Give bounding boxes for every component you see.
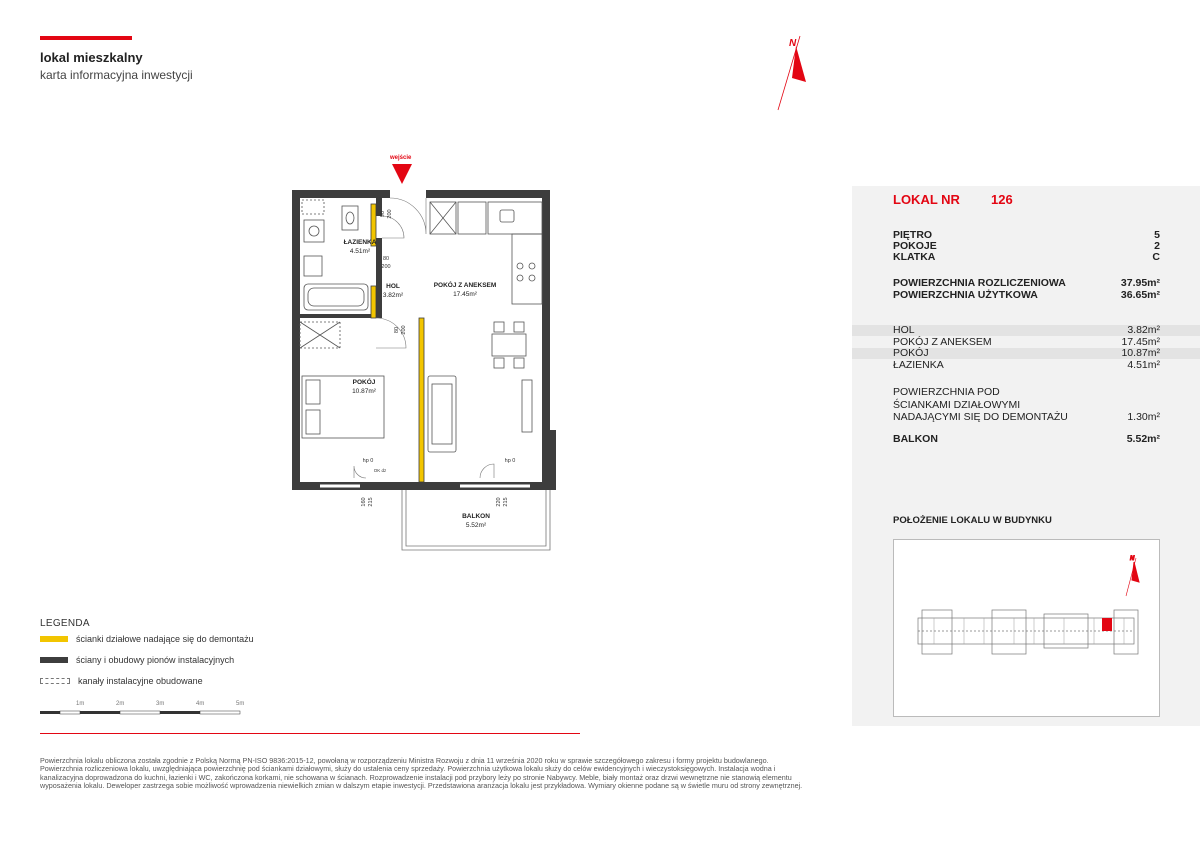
legend-item-walls: ściany i obudowy pionów instalacyjnych: [40, 655, 234, 665]
room-row-hol: HOL 3.82m²: [893, 324, 1160, 336]
unit-highlight: [1102, 618, 1112, 631]
dining-table: [492, 322, 526, 368]
room-row-aneks: POKÓJ Z ANEKSEM 17.45m²: [893, 336, 1160, 348]
room-area-hol: 3.82m²: [382, 292, 404, 299]
door-dim-1a: 90: [380, 210, 386, 218]
hp-label-1: hp 0: [362, 458, 374, 464]
room-name-pokoj: POKÓJ: [352, 379, 376, 386]
door-dim-4a: 160: [361, 497, 367, 507]
door-dim-3a: 80: [394, 326, 400, 334]
door-dim-5b: 215: [503, 497, 509, 507]
legend-item-partition: ścianki działowe nadające się do demontażu: [40, 634, 254, 644]
row-pietro: PIĘTRO 5: [893, 229, 1160, 241]
door-dim-4b: 215: [368, 497, 374, 507]
room-area-balkon: 5.52m²: [465, 522, 487, 529]
footer-divider: [40, 733, 580, 734]
balcony-outline: [402, 490, 550, 550]
compass-icon: [770, 28, 820, 114]
legend-title: LEGENDA: [40, 618, 90, 629]
location-compass-label: N: [1130, 556, 1135, 562]
room-row-lazienka: ŁAZIENKA 4.51m²: [893, 359, 1160, 371]
building-outline: [918, 610, 1138, 654]
location-title: POŁOŻENIE LOKALU W BUDYNKU: [893, 515, 1052, 526]
room-name-balkon: BALKON: [462, 513, 490, 520]
legend-swatch-yellow: [40, 636, 68, 642]
page-title: lokal mieszkalny: [40, 50, 143, 65]
legend-item-channels: kanały instalacyjne obudowane: [40, 676, 203, 686]
door-dim-2a: 80: [382, 256, 390, 262]
building-location-map: [893, 539, 1160, 717]
entrance-arrow-icon: [392, 164, 412, 184]
page-subtitle: karta informacyjna inwestycji: [40, 68, 193, 82]
wc-label: OK dz: [373, 468, 387, 473]
row-pow-uzytkowa: POWIERZCHNIA UŻYTKOWA 36.65m²: [893, 289, 1160, 301]
header-accent-bar: [40, 36, 132, 40]
lokal-label: LOKAL NR: [893, 192, 960, 207]
door-dim-2b: 200: [381, 264, 391, 270]
row-pokoje: POKOJE 2: [893, 240, 1160, 252]
room-area-lazienka: 4.51m²: [349, 248, 371, 255]
compass-label: N: [789, 38, 797, 49]
room-row-pokoj: POKÓJ 10.87m²: [893, 347, 1160, 359]
floor-plan: [280, 148, 580, 558]
footer-disclaimer: Powierzchnia lokalu obliczona została zgodnie z Polską Normą PN-ISO 9836:2015-12, powołaną w rozporządzeniu Ministra Rozwoju z dnia 11 września 2020 roku w sprawie szczegółowego zakresu i formy projektu budowlanego. Powierzchnia rozliczeniowa lokalu, uwzględniająca powierzchnię pod ściankami działowymi, służy do ustalenia ceny sprzedaży. Powierzchnia użytkowa lokalu służy do celów ewidencyjnych i wieczystoksięgowych. Instalacja wodna i kanalizacyjna doprowadzona do kuchni, łazienki i WC, zakończona korkami, nie schowana w ścianach. Rozprowadzenie instalacji pod przybory leży po stronie Nabywcy. Meble, biały montaż oraz drzwi wewnętrzne nie stanowią elementu wyposażenia lokalu. Deweloper zastrzega sobie możliwość wprowadzenia niewielkich zmian w dalszym etapie inwestycji. Przedstawiona aranżacja lokalu jest przykładowa. Wymiary okienne podane są w świetle muru od strony zewnętrznej.: [40, 756, 803, 791]
partition-label: POWIERZCHNIA POD ŚCIANKAMI DZIAŁOWYMI NADAJĄCYMI SIĘ DO DEMONTAŻU: [893, 386, 1068, 423]
room-area-pokoj: 10.87m²: [352, 388, 376, 395]
partition-value: 1.30m²: [1127, 411, 1160, 423]
scale-bar: [40, 708, 250, 718]
legend-swatch-dashed: [40, 678, 70, 684]
row-balkon: BALKON 5.52m²: [893, 433, 1160, 445]
room-area-aneks: 17.45m²: [453, 291, 477, 298]
hp-label-2: hp 0: [504, 458, 516, 464]
living-furniture: [428, 376, 532, 452]
lokal-number: 126: [991, 192, 1013, 207]
bathroom-fixtures: [300, 200, 368, 348]
legend-swatch-dark: [40, 657, 68, 663]
room-name-hol: HOL: [386, 283, 400, 290]
door-dim-3b: 200: [401, 325, 407, 335]
door-dim-5a: 220: [496, 497, 502, 507]
door-dim-1b: 200: [387, 209, 393, 219]
room-name-aneks: POKÓJ Z ANEKSEM: [433, 282, 497, 289]
row-pow-rozliczeniowa: POWIERZCHNIA ROZLICZENIOWA 37.95m²: [893, 277, 1160, 289]
row-klatka: KLATKA C: [893, 251, 1160, 263]
entrance-label: wejście: [390, 155, 412, 161]
room-name-lazienka: ŁAZIENKA: [343, 239, 377, 246]
